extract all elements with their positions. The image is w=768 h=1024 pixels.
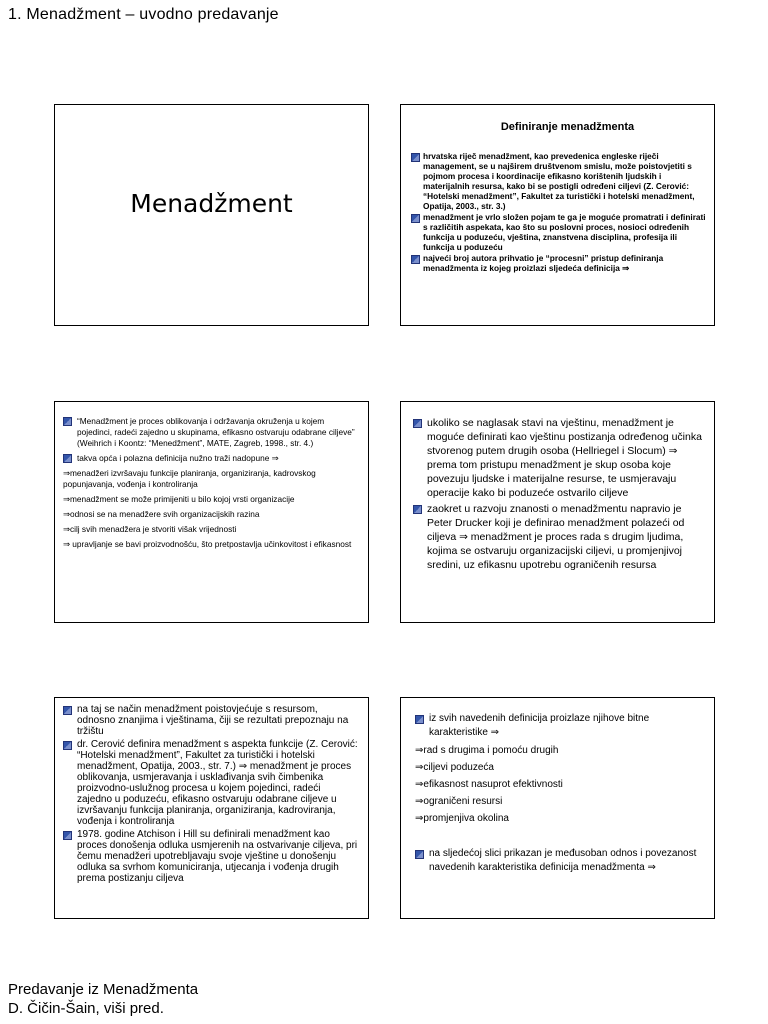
slide-5 xyxy=(54,697,369,919)
list-item: dr. Cerović definira menadžment s aspekta funkcije (Z. Cerović: “Hotelski menadžment”, Fakultet za turistički i hotelski menadžment, Opatija, 2003., str. 7.) ⇒ menadžment je proces oblikovanja, usmjeravanja i usklađivanja svih čimbenika proizvodno-uslužnog procesa u kojem pojedinci, radeći zajedno u poduzeću, efikasno ostvaruju odabrane ciljeve u izvršavanju funkcija planiranja, organiziranja, kadroviranja, vođenja i kontroliranja xyxy=(63,739,358,827)
bullet-list xyxy=(413,416,704,572)
bullet-icon xyxy=(415,715,424,724)
list-item: iz svih navedenih definicija proizlaze njihove bitne karakteristike ⇒ xyxy=(415,712,704,740)
list-item: na taj se način menadžment poistovjećuje s resursom, odnosno znanjima i vještinama, čiji se rezultati prepoznaju na tržištu xyxy=(63,704,358,737)
footer-line: D. Čičin-Šain, viši pred. xyxy=(8,1000,164,1017)
slide-1 xyxy=(54,104,369,326)
list-item: 1978. godine Atchison i Hill su definirali menadžment kao proces donošenja odluka usmjerenih na ostvarivanje ciljeva, pri čemu menadžeri upotrebljavaju svoje vještine u donošenju odluka sa svrhom komuniciranja, utjecanja i vođenja drugih prema postizanju ciljeva xyxy=(63,829,358,884)
list-item: hrvatska riječ menadžment, kao prevedenica engleske riječi management, se u najširem društvenom smislu, može poistovjetiti s pojmom procesa i koordinacije efikasno korištenih ljudskih i materijalnih resursa, kako bi se postigli određeni ciljevi (Z. Cerović: “Hotelski menadžment”, Fakultet za turistički i hotelski menadžment, Opatija, 2003., str. 3.) xyxy=(411,151,706,211)
bullet-icon xyxy=(415,850,424,859)
slide-3 xyxy=(54,401,369,623)
list-item: ukoliko se naglasak stavi na vještinu, menadžment je moguće definirati kao vještinu postizanja određenog učinka stvorenog putem drugih osoba (Hellriegel i Slocum) ⇒ prema tom pristupu menadžment je skup osoba koje povezuju ljudske i materijalne resurse, te usmjeravaju operacije kako bi poduzeće ostvarilo ciljeve xyxy=(413,416,704,500)
bullet-icon xyxy=(63,417,72,426)
list-item: ⇒efikasnost nasuprot efektivnosti xyxy=(415,779,563,790)
slide-2 xyxy=(400,104,715,326)
slide-title: Menadžment xyxy=(130,189,293,218)
footer-line: Predavanje iz Menadžmenta xyxy=(8,981,199,998)
list-item: “Menadžment je proces oblikovanja i održavanja okruženja u kojem pojedinci, radeći zajedno u skupinama, efikasno ostvaruju odabrane ciljeve” (Weihrich i Koontz: “Menedžment”, MATE, Zagreb, 1998., str. 4.) xyxy=(63,416,358,449)
bullet-icon xyxy=(63,706,72,715)
bullet-icon xyxy=(411,255,420,264)
bullet-icon xyxy=(413,419,422,428)
list-item: ⇒ograničeni resursi xyxy=(415,796,503,807)
list-item: zaokret u razvoju znanosti o menadžmentu napravio je Peter Drucker koji je definirao menadžment polazeći od ciljeva ⇒ menadžment je proces rada s drugim ljudima, kojima se ostvaruju organizacijski ciljevi, u promjenjivoj sredini, uz efikasnu upotrebu ograničenih resursa xyxy=(413,502,704,572)
bullet-list xyxy=(401,151,714,273)
bullet-icon xyxy=(411,214,420,223)
list-item: ⇒menadžeri izvršavaju funkcije planiranja, organiziranja, kadrovskog popunjavanja, vođenja i kontroliranja xyxy=(63,468,316,489)
list-item: ⇒ upravljanje se bavi proizvodnošću, što pretpostavlja učinkovitost i efikasnost xyxy=(63,539,352,549)
list-item: ⇒menadžment se može primijeniti u bilo kojoj vrsti organizacije xyxy=(63,494,295,504)
list-item: menadžment je vrlo složen pojam te ga je moguće promatrati i definirati s različitih aspekata, kao što su poslovni proces, nosioci određenih funkcija u poduzeću, vještina, znanstvena disciplina, profesija ili funkcija u poduzeću xyxy=(411,212,706,252)
slide-4 xyxy=(400,401,715,623)
list-item: ⇒cilj svih menadžera je stvoriti višak vrijednosti xyxy=(63,524,237,534)
bullet-icon xyxy=(63,831,72,840)
list-item: ⇒rad s drugima i pomoću drugih xyxy=(415,745,559,756)
slide-6 xyxy=(400,697,715,919)
list-item: ⇒ciljevi poduzeća xyxy=(415,762,494,773)
list-item: ⇒promjenjiva okolina xyxy=(415,813,509,824)
bullet-list xyxy=(415,712,704,875)
bullet-icon xyxy=(63,454,72,463)
slide-title: Definiranje menadžmenta xyxy=(500,121,635,133)
page-header: 1. Menadžment – uvodno predavanje xyxy=(8,6,279,23)
list-item: takva opća i polazna definicija nužno traži nadopune ⇒ xyxy=(63,453,358,464)
list-item: najveći broj autora prihvatio je “procesni” pristup definiranja menadžmenta iz kojeg proizlazi sljedeća definicija ⇒ xyxy=(411,253,706,273)
bullet-icon xyxy=(63,741,72,750)
list-item: ⇒odnosi se na menadžere svih organizacijskih razina xyxy=(63,509,260,519)
list-item: na sljedećoj slici prikazan je međusoban odnos i povezanost navedenih karakteristika definicija menadžmenta ⇒ xyxy=(415,847,704,875)
bullet-list xyxy=(63,416,358,550)
bullet-icon xyxy=(411,153,420,162)
spacer xyxy=(415,829,704,843)
footer xyxy=(8,980,198,1018)
bullet-list xyxy=(63,704,358,884)
bullet-icon xyxy=(413,505,422,514)
